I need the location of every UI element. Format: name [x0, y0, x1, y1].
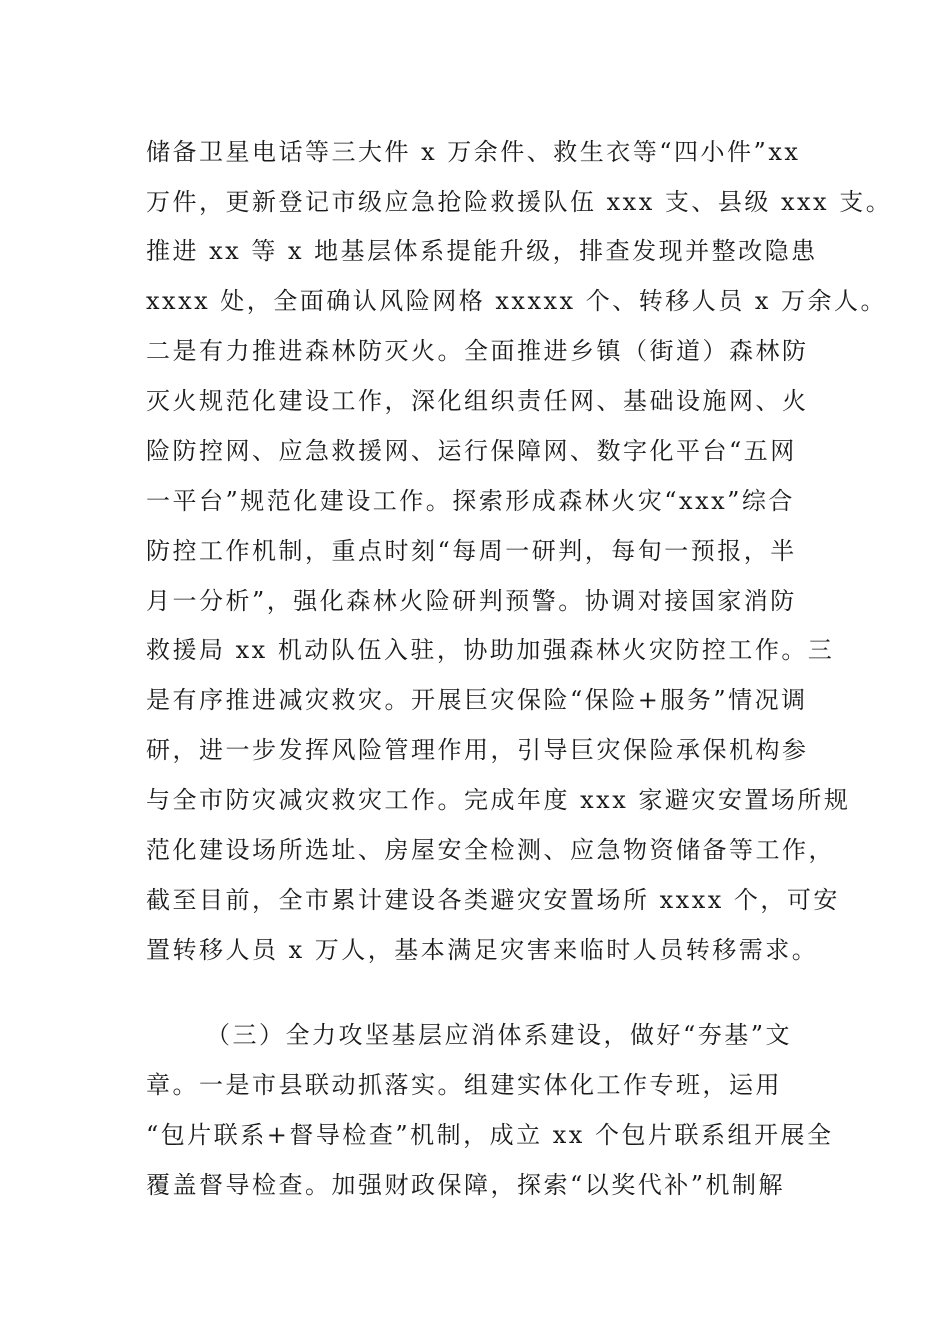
text-line: 储备卫星电话等三大件 x 万余件、救生衣等“四小件”xx: [146, 138, 801, 166]
text-line: 覆盖督导检查。加强财政保障，探索“以奖代补”机制解: [146, 1171, 786, 1199]
text-line: 章。一是市县联动抓落实。组建实体化工作专班，运用: [146, 1071, 782, 1099]
text-line: 是有序推进减灾救灾。开展巨灾保险“保险+服务”情况调: [146, 686, 808, 714]
text-line: 万件，更新登记市级应急抢险救援队伍 xxx 支、县级 xxx 支。: [146, 188, 893, 216]
text-line: xxxx 处，全面确认风险网格 xxxxx 个、转移人员 x 万余人。: [146, 287, 887, 315]
text-line: 灭火规范化建设工作，深化组织责任网、基础设施网、火: [146, 387, 809, 415]
text-line: 险防控网、应急救援网、运行保障网、数字化平台“五网: [146, 437, 797, 465]
text-line: 范化建设场所选址、房屋安全检测、应急物资储备等工作，: [146, 836, 835, 864]
text-line: 防控工作机制，重点时刻“每周一研判，每旬一预报，半: [146, 537, 797, 565]
text-line: 置转移人员 x 万人，基本满足灾害来临时人员转移需求。: [146, 936, 819, 964]
text-line: 救援局 xx 机动队伍入驻，协助加强森林火灾防控工作。三: [146, 636, 835, 664]
text-line: 月一分析”，强化森林火险研判预警。协调对接国家消防: [146, 587, 797, 615]
text-line: 截至目前，全市累计建设各类避灾安置场所 xxxx 个，可安: [146, 886, 840, 914]
text-line: 二是有力推进森林防灭火。全面推进乡镇（街道）森林防: [146, 337, 809, 365]
text-line: 一平台”规范化建设工作。探索形成森林火灾“xxx”综合: [146, 487, 795, 515]
text-line: 推进 xx 等 x 地基层体系提能升级，排查发现并整改隐患: [146, 237, 818, 265]
text-line: “包片联系+督导检查”机制，成立 xx 个包片联系组开展全: [146, 1121, 834, 1149]
text-line: 与全市防灾减灾救灾工作。完成年度 xxx 家避灾安置场所规: [146, 786, 851, 814]
paragraph-first-line: （三）全力攻坚基层应消体系建设，做好“夯基”文: [206, 1021, 793, 1049]
text-line: 研，进一步发挥风险管理作用，引导巨灾保险承保机构参: [146, 736, 809, 764]
